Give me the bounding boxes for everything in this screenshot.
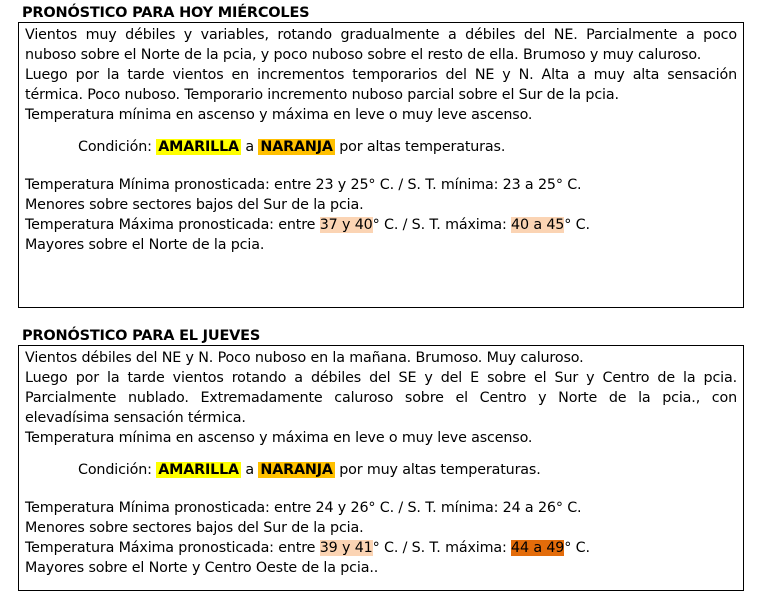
max-line-suffix: ° C.: [564, 540, 590, 556]
max-line-prefix: Temperatura Máxima pronosticada: entre: [25, 540, 320, 556]
alert-level-yellow: AMARILLA: [158, 139, 239, 155]
section-heading: PRONÓSTICO PARA HOY MIÉRCOLES: [22, 5, 310, 21]
forecast-paragraph: Vientos débiles del NE y N. Poco nuboso en la mañana. Brumoso. Muy caluroso.: [25, 350, 584, 366]
min-temperature-line: Temperatura Mínima pronosticada: entre 24 y 26° C. / S. T. mínima: 24 a 26° C.: [25, 500, 582, 516]
alert-level-yellow: AMARILLA: [158, 462, 239, 478]
condition-prefix: Condición:: [78, 139, 157, 155]
condition-connector: a: [240, 462, 259, 478]
min-temperature-note: Menores sobre sectores bajos del Sur de la pcia.: [25, 197, 364, 213]
max-temperature-range: 39 y 41: [319, 540, 373, 556]
max-temperature-note: Mayores sobre el Norte de la pcia.: [25, 237, 265, 253]
st-max-range: 40 a 45: [511, 217, 565, 233]
condition-prefix: Condición:: [78, 462, 157, 478]
st-max-range: 44 a 49: [511, 540, 565, 556]
max-line-suffix: ° C.: [564, 217, 590, 233]
forecast-section-thursday: [18, 327, 744, 591]
alert-condition: [25, 460, 737, 480]
forecast-paragraph: Vientos muy débiles y variables, rotando gradualmente a débiles del NE. Parcialmente a poco nuboso sobre el Norte de la pcia, y poco nuboso sobre el resto de ella. Brumoso y muy caluroso.: [25, 27, 737, 63]
forecast-paragraph: Luego por la tarde vientos en incrementos temporarios del NE y N. Alta a muy alta sensación térmica. Poco nuboso. Temporario incremento nuboso parcial sobre el Sur de la pcia.: [25, 67, 737, 103]
forecast-box: [18, 22, 744, 308]
forecast-paragraph: Luego por la tarde vientos rotando a débiles del SE y del E sobre el Sur y Centro de la pcia. Parcialmente nublado. Extremadamente caluroso sobre el Centro y Norte de la pcia., con elevadísima sensación térmica.: [25, 370, 737, 426]
section-heading: PRONÓSTICO PARA EL JUEVES: [22, 328, 261, 344]
condition-suffix: por altas temperaturas.: [334, 139, 506, 155]
alert-level-orange: NARANJA: [260, 139, 333, 155]
condition-connector: a: [240, 139, 259, 155]
max-line-middle: ° C. / S. T. máxima:: [372, 217, 512, 233]
min-temperature-line: Temperatura Mínima pronosticada: entre 23 y 25° C. / S. T. mínima: 23 a 25° C.: [25, 177, 582, 193]
forecast-section-wednesday: [18, 4, 744, 308]
max-temperature-range: 37 y 40: [319, 217, 373, 233]
alert-condition: [25, 137, 737, 157]
forecast-paragraph: Temperatura mínima en ascenso y máxima en leve o muy leve ascenso.: [25, 430, 533, 446]
forecast-paragraph: Temperatura mínima en ascenso y máxima en leve o muy leve ascenso.: [25, 107, 533, 123]
max-line-middle: ° C. / S. T. máxima:: [372, 540, 512, 556]
max-line-prefix: Temperatura Máxima pronosticada: entre: [25, 217, 320, 233]
max-temperature-line: [25, 215, 737, 235]
max-temperature-line: [25, 538, 737, 558]
min-temperature-note: Menores sobre sectores bajos del Sur de la pcia.: [25, 520, 364, 536]
max-temperature-note: Mayores sobre el Norte y Centro Oeste de la pcia..: [25, 560, 379, 576]
forecast-box: [18, 345, 744, 591]
condition-suffix: por muy altas temperaturas.: [334, 462, 541, 478]
alert-level-orange: NARANJA: [260, 462, 333, 478]
